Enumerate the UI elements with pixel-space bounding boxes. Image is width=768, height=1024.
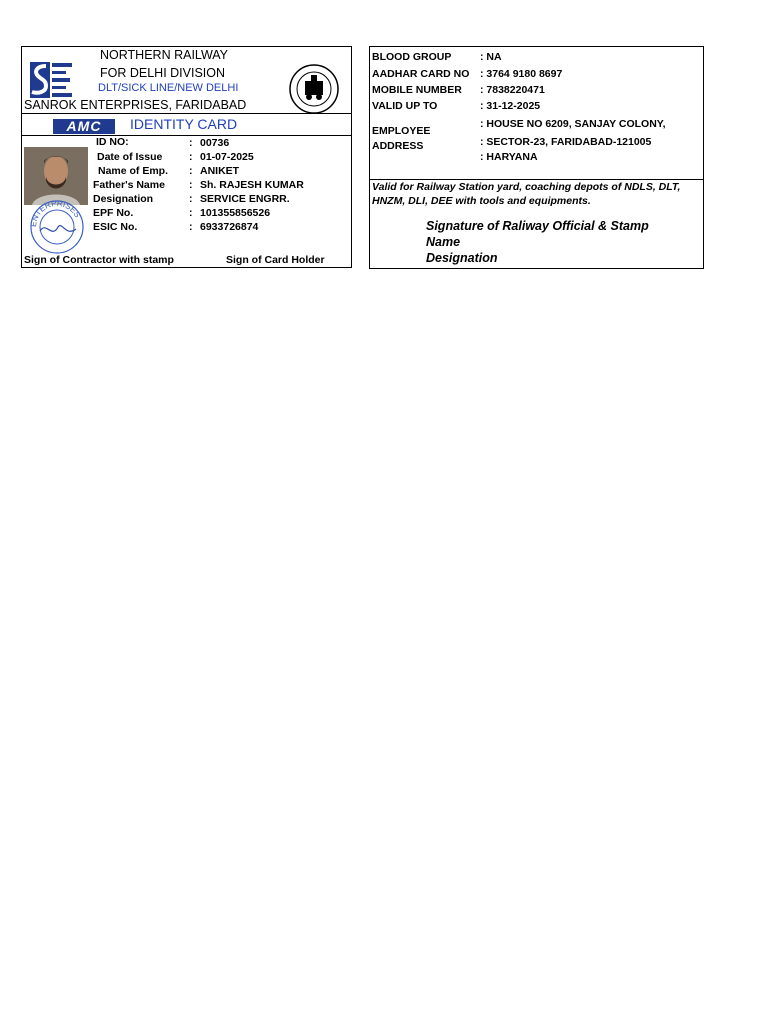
father-name-label: Father's Name: [93, 179, 165, 191]
designation-value: SERVICE ENGRR.: [200, 193, 290, 205]
identity-card-back: [369, 46, 704, 269]
location-title: DLT/SICK LINE/NEW DELHI: [98, 82, 239, 94]
address-line-3: : HARYANA: [480, 151, 538, 163]
company-name: SANROK ENTERPRISES, FARIDABAD: [24, 98, 247, 112]
mobile-value: : 7838220471: [480, 84, 545, 96]
employee-address-label: EMPLOYEE: [372, 125, 431, 137]
mobile-label: MOBILE NUMBER: [372, 84, 462, 96]
title-divider: [22, 135, 351, 136]
contractor-stamp: [26, 197, 88, 257]
railway-title: NORTHERN RAILWAY: [100, 48, 229, 62]
sanrok-logo-icon: [28, 60, 76, 100]
blood-group-label: BLOOD GROUP: [372, 51, 452, 63]
employee-name-value: ANIKET: [200, 165, 240, 177]
official-name-label: Name: [426, 235, 461, 249]
address-label: ADDRESS: [372, 140, 424, 152]
valid-up-to-value: : 31-12-2025: [480, 100, 541, 112]
contractor-signature-label: Sign of Contractor with stamp: [24, 254, 174, 266]
id-value: 00736: [200, 137, 230, 149]
father-name-value: Sh. RAJESH KUMAR: [200, 179, 304, 191]
address-line-1: : HOUSE NO 6209, SANJAY COLONY,: [480, 118, 666, 130]
issue-date-value: 01-07-2025: [200, 151, 254, 163]
valid-up-to-label: VALID UP TO: [372, 100, 438, 112]
validity-note: Valid for Railway Station yard, coaching depots of NDLS, DLT, HNZM, DLI, DEE with tools and equipments.: [372, 181, 681, 207]
esic-value: 6933726874: [200, 221, 259, 233]
division-title: FOR DELHI DIVISION: [100, 66, 226, 80]
employee-name-label: Name of Emp.: [98, 165, 169, 177]
official-signature-label: Signature of Raliway Official & Stamp: [426, 219, 649, 233]
designation-label: Designation: [93, 193, 154, 205]
identity-card-front: NORTHERN RAILWAY FOR DELHI DIVISION DLT/SICK LINE/NEW DELHI SANROK ENTERPRISES, FARIDABAD AMC IDENTITY CARD ENTERPRISES ID NO: : 00736 Date of Issue : 01-07-2025 Name of Emp. : ANIKET Father's Name : Sh. RAJESH KUMAR Designation : SERVICE ENGRR. EPF No. : 101355856526 ESIC No. : 6933726874 Sign of Contractor with stamp Sign of Card Holder: [21, 46, 352, 268]
header-divider: [22, 113, 351, 114]
epf-value: 101355856526: [200, 207, 271, 219]
card-title: IDENTITY CARD: [130, 116, 238, 132]
aadhar-label: AADHAR CARD NO: [372, 68, 470, 80]
address-line-2: : SECTOR-23, FARIDABAD-121005: [480, 136, 652, 148]
esic-label: ESIC No.: [93, 221, 138, 233]
card-holder-signature-label: Sign of Card Holder: [226, 254, 325, 266]
amc-badge: AMC: [53, 119, 115, 134]
blood-group-value: : NA: [480, 51, 502, 63]
issue-date-label: Date of Issue: [97, 151, 163, 163]
official-designation-label: Designation: [426, 251, 498, 265]
aadhar-value: : 3764 9180 8697: [480, 68, 563, 80]
id-label: ID NO:: [96, 136, 129, 148]
railway-emblem-icon: [284, 63, 344, 115]
svg-text:ENTERPRISES: ENTERPRISES: [28, 198, 83, 228]
epf-label: EPF No.: [93, 207, 134, 219]
